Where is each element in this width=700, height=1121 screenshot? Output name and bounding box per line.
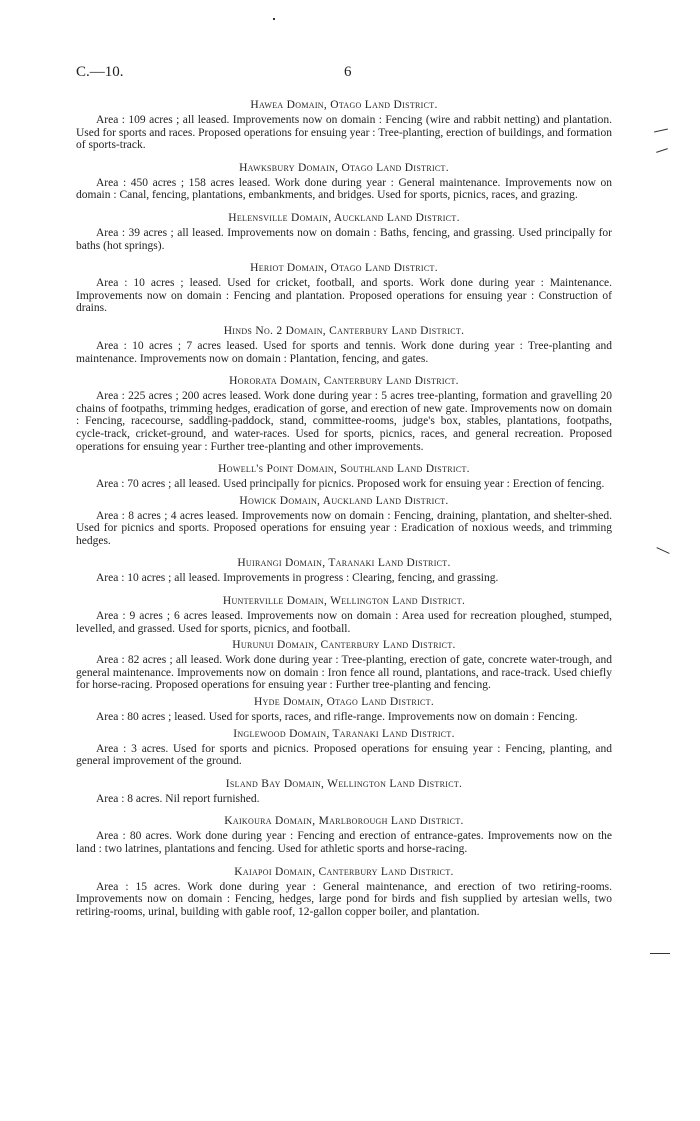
scan-mark xyxy=(654,129,668,133)
document-reference: C.—10. xyxy=(76,64,124,80)
domain-entry xyxy=(76,594,612,635)
entry-title: Island Bay Domain, Wellington Land District. xyxy=(225,777,463,790)
entry-body: Area : 10 acres ; 7 acres leased. Used for sports and tennis. Work done during year : Tree-planting and maintenance. Improvements now on domain : Plantation, fencing, and gates. xyxy=(76,339,612,365)
entry-body: Area : 70 acres ; all leased. Used principally for picnics. Proposed work for ensuing year : Erection of fencing. xyxy=(96,478,605,491)
domain-entry xyxy=(76,211,612,252)
domain-entries xyxy=(76,98,612,918)
entry-body: Area : 9 acres ; 6 acres leased. Improvements now on domain : Area used for recreation ploughed, stumped, levelled, and grassed. Used for sports, picnics, and football. xyxy=(76,610,612,635)
domain-entry xyxy=(76,556,612,585)
entry-title: Hinds No. 2 Domain, Canterbury Land District. xyxy=(223,324,465,337)
domain-entry xyxy=(76,462,612,491)
entry-body: Area : 450 acres ; 158 acres leased. Work done during year : General maintenance. Improvements now on domain : Canal, fencing, plantations, embankments, and bridges. Used for sports, picnics, races, and grazing. xyxy=(76,176,612,202)
entry-title: Howell's Point Domain, Southland Land District. xyxy=(218,463,470,476)
domain-entry xyxy=(76,814,612,855)
entry-title: Hurunui Domain, Canterbury Land District. xyxy=(232,639,456,652)
entry-body: Area : 80 acres. Work done during year : Fencing and erection of entrance-gates. Improvements now on the land : two latrines, plantations and fencing. Used for athletic sports and horse-racing. xyxy=(76,830,612,855)
entry-title: Kaiapoi Domain, Canterbury Land District. xyxy=(234,865,454,878)
domain-entry xyxy=(76,638,612,692)
entry-body: Area : 225 acres ; 200 acres leased. Work done during year : 5 acres tree-planting, formation and gravelling 20 chains of footpaths, trimming hedges, eradication of gorse, and erection of new gate. Improvements now on domain : Fencing, racecourse, saddling-paddock, stand, committee-rooms, judge's box, stables, plantations, footpaths, cycle-track, cricket-ground, and water-races. Used for sports, picnics, races, and general recreation. Proposed operations for ensuing year : Further tree-planting and other improvements. xyxy=(76,390,612,453)
entry-title: Heriot Domain, Otago Land District. xyxy=(250,262,438,275)
domain-entry xyxy=(76,324,612,365)
page-header xyxy=(76,64,616,84)
scan-mark xyxy=(650,953,670,954)
entry-body: Area : 3 acres. Used for sports and picnics. Proposed operations for ensuing year : Fencing, planting, and general improvement of the ground. xyxy=(76,742,612,768)
entry-title: Kaikoura Domain, Marlborough Land District. xyxy=(224,815,464,828)
scan-mark xyxy=(273,18,275,20)
entry-body: Area : 8 acres. Nil report furnished. xyxy=(96,792,260,805)
entry-title: Howick Domain, Auckland Land District. xyxy=(239,494,449,507)
entry-body: Area : 8 acres ; 4 acres leased. Improvements now on domain : Fencing, draining, plantation, and shelter-shed. Used for picnics and sports. Proposed operations for ensuing year : Eradication of noxious weeds, and trimming hedges. xyxy=(76,509,612,547)
scan-mark xyxy=(656,148,668,153)
domain-entry xyxy=(76,261,612,315)
entry-body: Area : 15 acres. Work done during year : General maintenance, and erection of two retiring-rooms. Improvements now on domain : Fencing, hedges, large pond for birds and fish supplied by artesian wells, two retiring-rooms, urinal, building with gable roof, 12-gallon copper boiler, and plantation. xyxy=(76,880,612,918)
page-number: 6 xyxy=(344,64,352,80)
domain-entry xyxy=(76,865,612,919)
entry-body: Area : 10 acres ; all leased. Improvements in progress : Clearing, fencing, and grassing. xyxy=(96,572,499,585)
entry-title: Hawksbury Domain, Otago Land District. xyxy=(239,161,449,174)
scan-mark xyxy=(656,547,669,554)
domain-entry xyxy=(76,727,612,768)
entry-title: Hunterville Domain, Wellington Land District. xyxy=(222,595,466,608)
entry-title: Inglewood Domain, Taranaki Land District. xyxy=(233,727,455,740)
entry-title: Hyde Domain, Otago Land District. xyxy=(253,696,435,709)
domain-entry xyxy=(76,695,612,724)
entry-title: Helensville Domain, Auckland Land District. xyxy=(228,211,460,224)
entry-body: Area : 109 acres ; all leased. Improvements now on domain : Fencing (wire and rabbit netting) and plantation. Used for sports and races. Proposed operations for ensuing year : Tree-planting, erection of buildings, and formation of sports-track. xyxy=(76,114,612,152)
domain-entry xyxy=(76,494,612,548)
entry-body: Area : 82 acres ; all leased. Work done during year : Tree-planting, erection of gate, concrete water-trough, and general maintenance. Improvements now on domain : Iron fence all round, plantations, and race-track. Used chiefly for horse-racing. Proposed operations for ensuing year : Further tree-planting and fencing. xyxy=(76,654,612,692)
domain-entry xyxy=(76,374,612,453)
entry-title: Hawea Domain, Otago Land District. xyxy=(250,99,438,111)
entry-body: Area : 80 acres ; leased. Used for sports, races, and rifle-range. Improvements now on domain : Fencing. xyxy=(96,711,578,724)
entry-body: Area : 10 acres ; leased. Used for cricket, football, and sports. Work done during year : Maintenance. Improvements now on domain : Fencing and plantation. Proposed operations for ensuing year : Construction of drains. xyxy=(76,277,612,315)
domain-entry xyxy=(76,98,612,152)
domain-entry xyxy=(76,161,612,202)
entry-title: Hororata Domain, Canterbury Land District. xyxy=(229,375,459,388)
entry-body: Area : 39 acres ; all leased. Improvements now on domain : Baths, fencing, and grassing. Used principally for baths (hot springs). xyxy=(76,226,612,252)
entry-title: Huirangi Domain, Taranaki Land District. xyxy=(237,557,451,570)
domain-entry xyxy=(76,777,612,806)
